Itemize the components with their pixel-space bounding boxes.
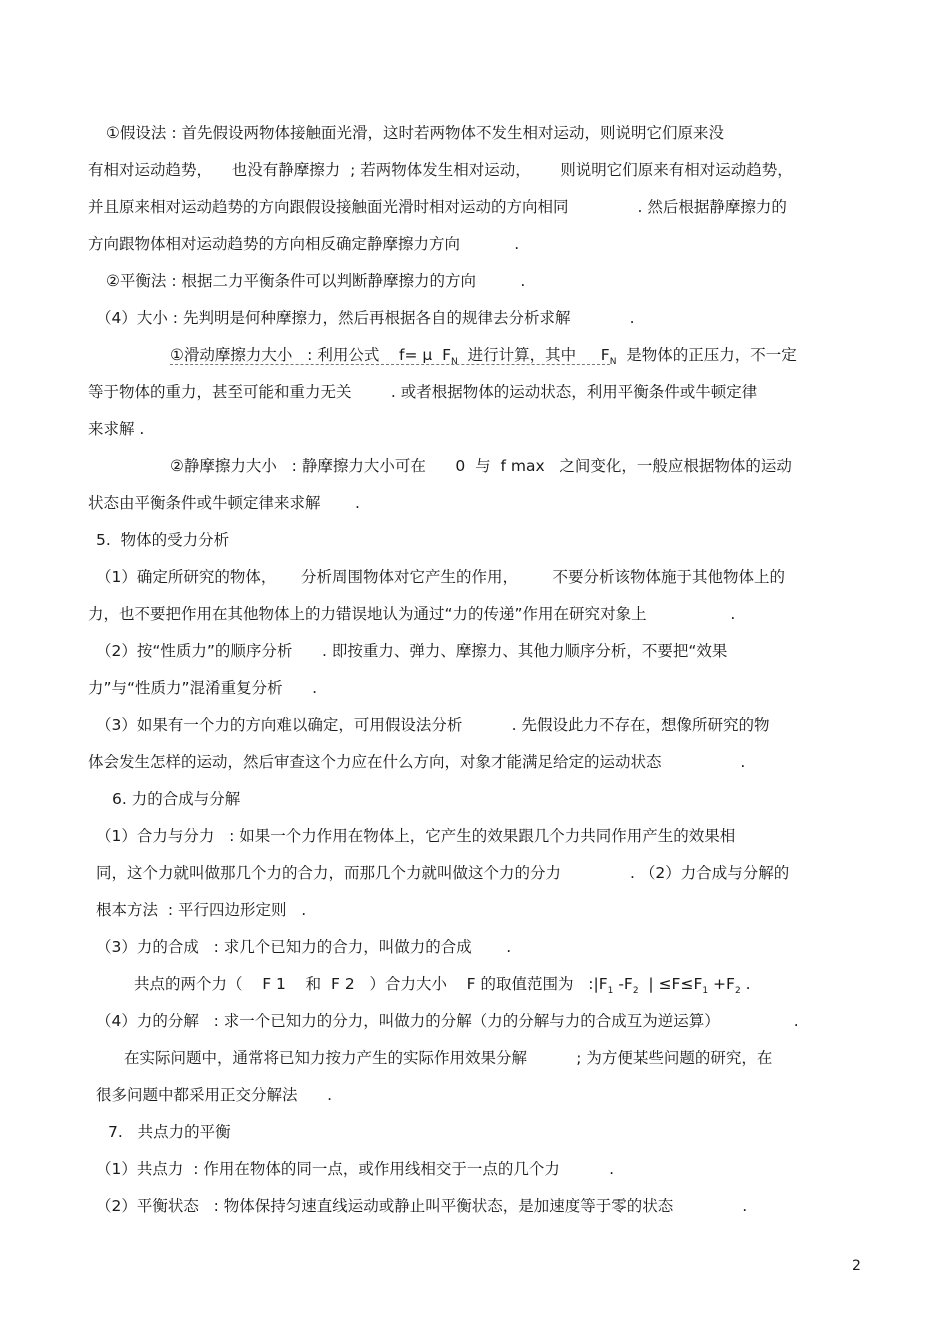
text-line: ②静摩擦力大小 : 静摩擦力大小可在 0 与 f max 之间变化，一般应根据物体的运动 bbox=[170, 457, 792, 475]
text-line: （3）如果有一个力的方向难以确定，可用假设法分析 . 先假设此力不存在，想像所研究的物 bbox=[96, 716, 770, 734]
text-line: ②平衡法 : 根据二力平衡条件可以判断静摩擦力的方向 . bbox=[106, 272, 526, 290]
text-line: （2）平衡状态 : 物体保持匀速直线运动或静止叫平衡状态，是加速度等于零的状态 . bbox=[96, 1197, 748, 1215]
text-line: 来求解 . bbox=[88, 420, 145, 438]
text-line: 力”与“性质力”混淆重复分析 . bbox=[88, 679, 318, 697]
underlined-text: ①滑动摩擦力大小 : 利用公式 f= μ $F_N$ 进行计算，其中 F bbox=[170, 346, 610, 368]
page-number: 2 bbox=[852, 1258, 861, 1274]
text-line: 同，这个力就叫做那几个力的合力，而那几个力就叫做这个力的分力 . （2）力合成与分解的 bbox=[96, 864, 790, 882]
text-line: ①滑动摩擦力大小 : 利用公式 f= μ $F_N$ 进行计算，其中 $F_N$ 是物体的正压力，不一定 bbox=[170, 346, 797, 368]
section-heading: 5. 物体的受力分析 bbox=[96, 531, 230, 549]
text-line: （1）合力与分力 : 如果一个力作用在物体上，它产生的效果跟几个力共同作用产生的效果相 bbox=[96, 827, 736, 845]
text-line: （1）共点力 : 作用在物体的同一点，或作用线相交于一点的几个力 . bbox=[96, 1160, 615, 1178]
text-line: 共点的两个力（ F 1 和 F 2 ）合力大小 F 的取值范围为 $:|F_1$ $-F_2$ | $\le F\le F_1 +F_2$ . bbox=[134, 975, 751, 997]
text-line: （2）按“性质力”的顺序分析 . 即按重力、弹力、摩擦力、其他力顺序分析，不要把“效果 bbox=[96, 642, 728, 660]
text-line: 方向跟物体相对运动趋势的方向相反确定静摩擦力方向 . bbox=[88, 235, 520, 253]
text-line: （4）力的分解 : 求一个已知力的分力，叫做力的分解（力的分解与力的合成互为逆运算） . bbox=[96, 1012, 799, 1030]
text-line: 状态由平衡条件或牛顿定律来求解 . bbox=[88, 494, 360, 512]
text-line: （3）力的合成 : 求几个已知力的合力，叫做力的合成 . bbox=[96, 938, 512, 956]
text-line: （1）确定所研究的物体， 分析周围物体对它产生的作用， 不要分析该物体施于其他物体上的 bbox=[96, 568, 785, 586]
text-line: ①假设法 : 首先假设两物体接触面光滑，这时若两物体不发生相对运动，则说明它们原来没 bbox=[106, 124, 724, 142]
text-line: 力，也不要把作用在其他物体上的力错误地认为通过“力的传递”作用在研究对象上 . bbox=[88, 605, 736, 623]
section-heading: 7. 共点力的平衡 bbox=[108, 1123, 231, 1141]
section-heading: 6. 力的合成与分解 bbox=[112, 790, 241, 808]
text-line: 并且原来相对运动趋势的方向跟假设接触面光滑时相对运动的方向相同 . 然后根据静摩擦力的 bbox=[88, 198, 787, 216]
text-line: 有相对运动趋势， 也没有静摩擦力 ; 若两物体发生相对运动， 则说明它们原来有相对运动趋势， bbox=[88, 161, 793, 179]
text-line: 在实际问题中，通常将已知力按力产生的实际作用效果分解 ; 为方便某些问题的研究，在 bbox=[124, 1049, 773, 1067]
text-line: 等于物体的重力，甚至可能和重力无关 . 或者根据物体的运动状态，利用平衡条件或牛顿定律 bbox=[88, 383, 758, 401]
text-line: 根本方法 : 平行四边形定则 . bbox=[96, 901, 307, 919]
text-line: （4）大小 : 先判明是何种摩擦力，然后再根据各自的规律去分析求解 . bbox=[96, 309, 635, 327]
text-line: 很多问题中都采用正交分解法 . bbox=[96, 1086, 332, 1104]
text-line: 体会发生怎样的运动，然后审查这个力应在什么方向，对象才能满足给定的运动状态 . bbox=[88, 753, 746, 771]
